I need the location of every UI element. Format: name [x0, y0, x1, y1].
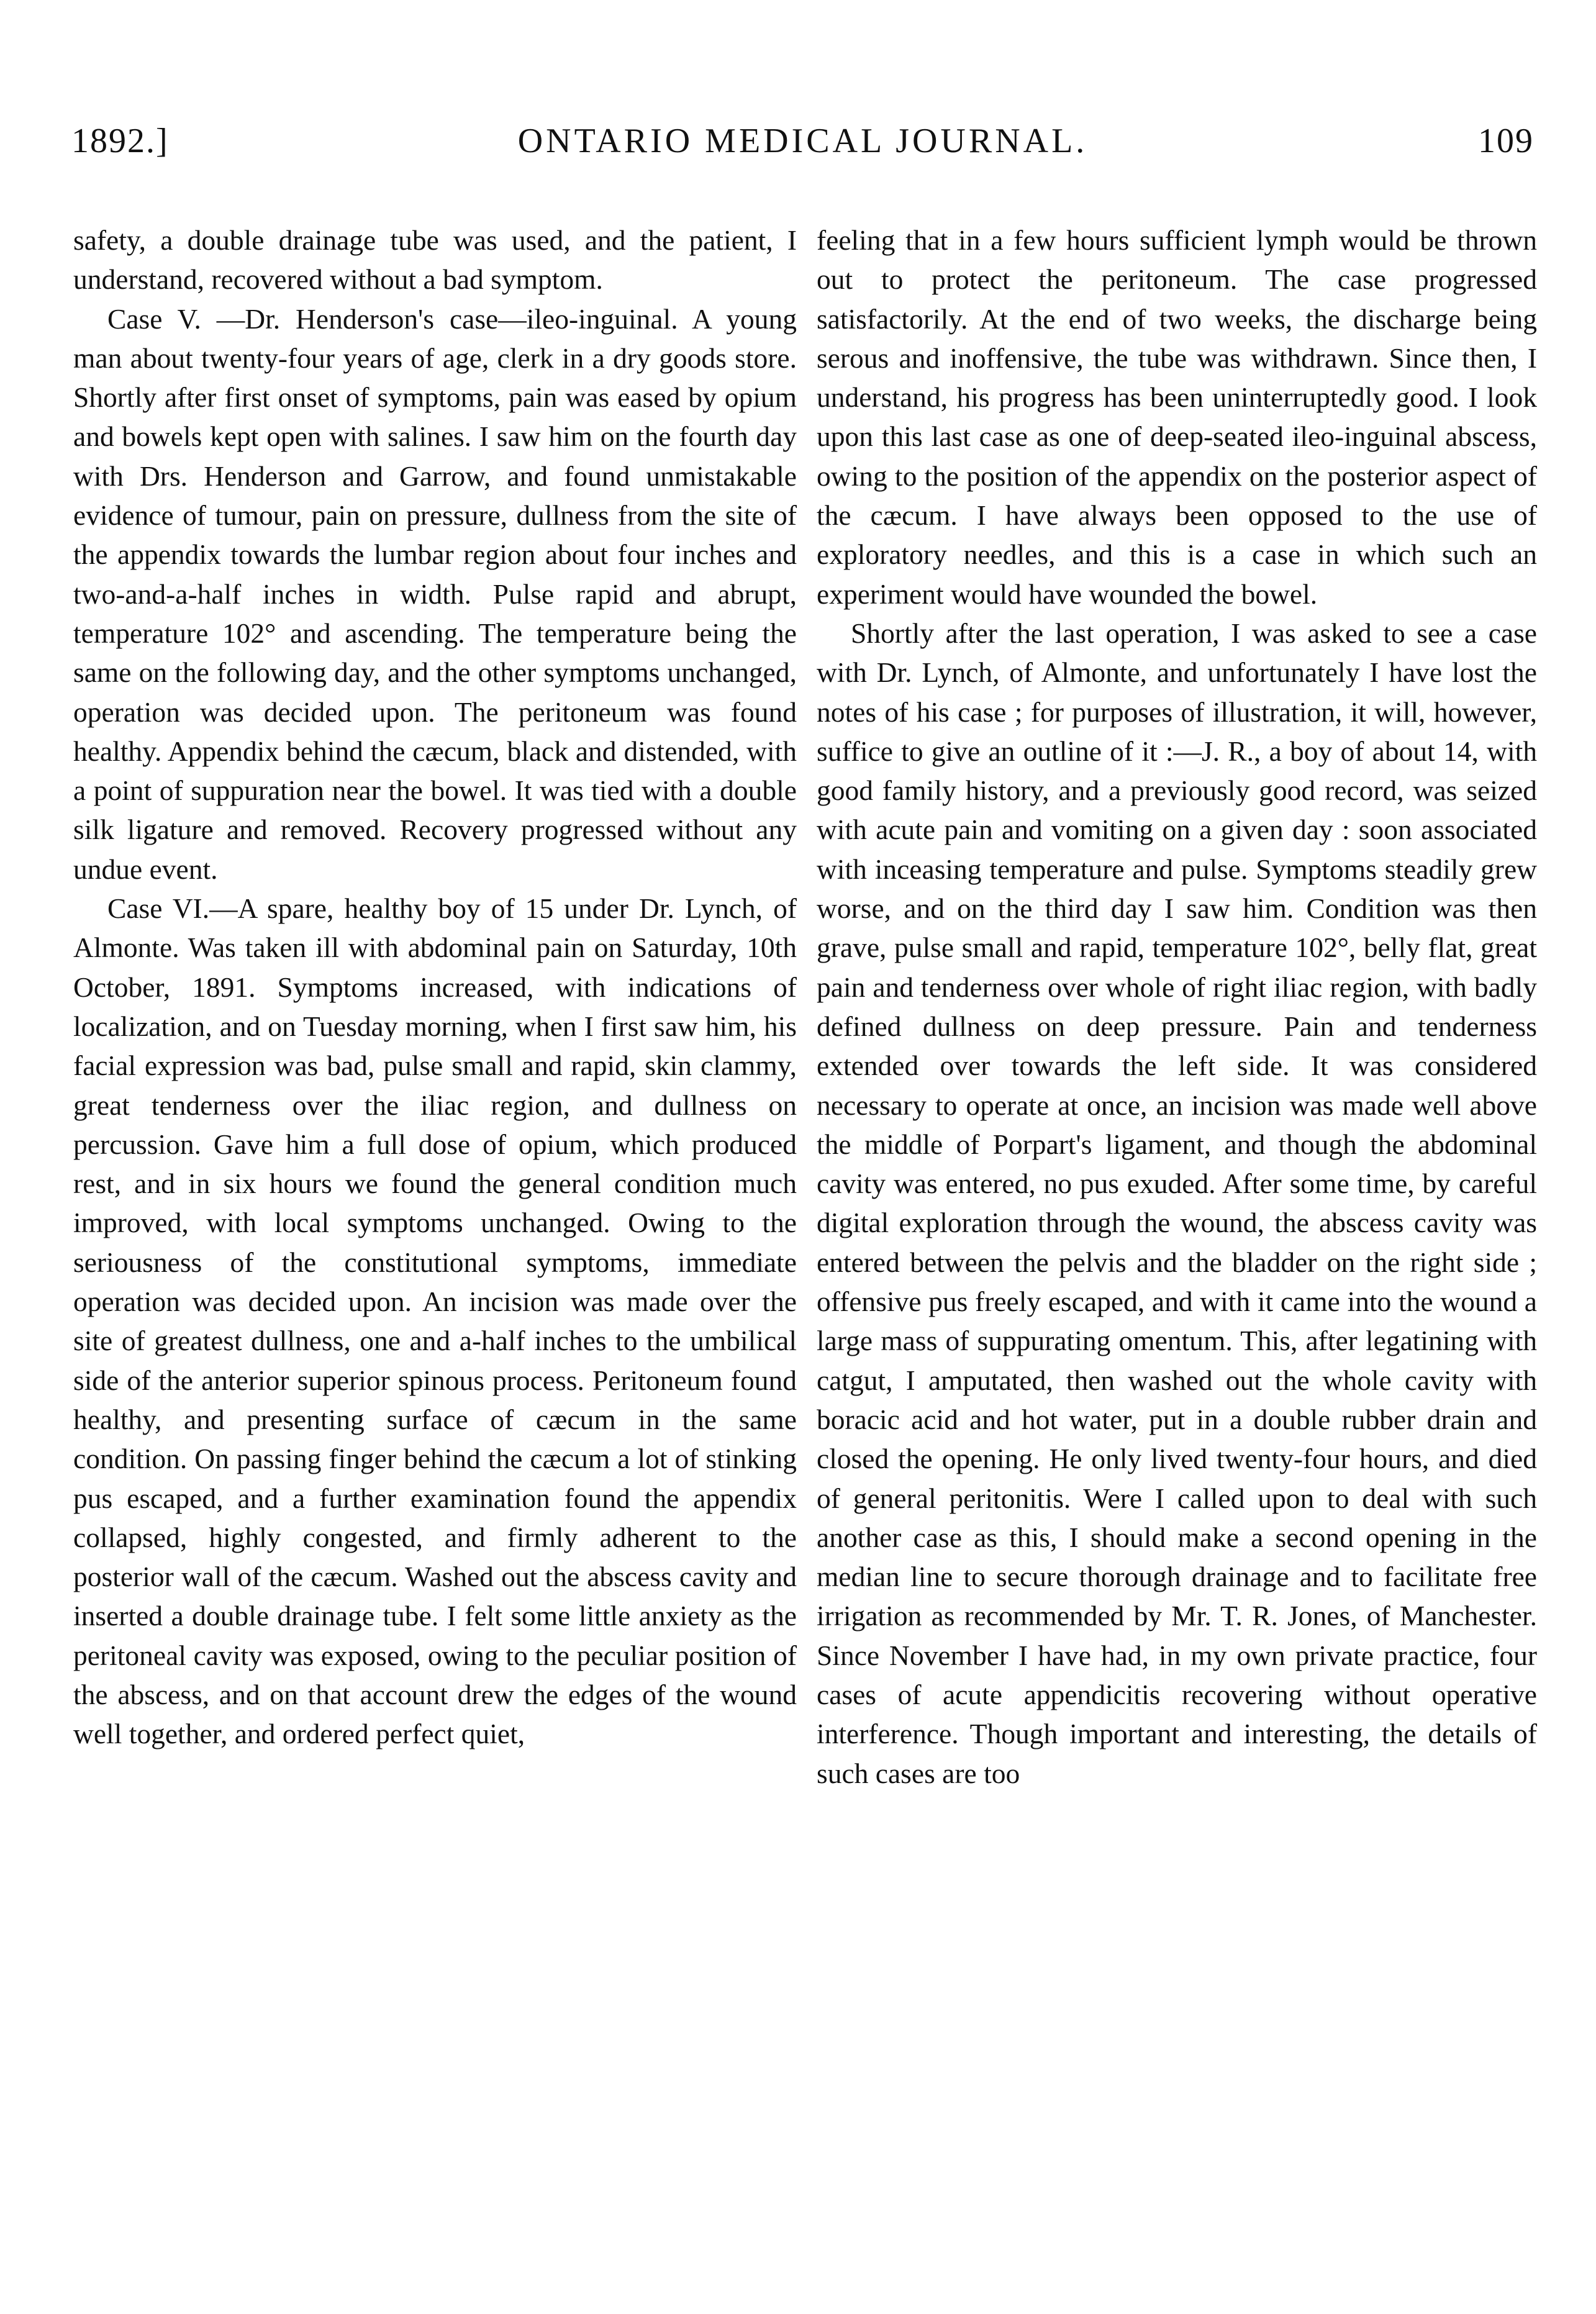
paragraph-case-vi: Case VI.—A spare, healthy boy of 15 under Dr. Lynch, of Almonte. Was taken ill with abdominal pain on Saturday, 10th October, 1891. Symptoms increased, with indications of localization, and on Tuesday morning, when I first saw him, his facial expression was bad, pulse small and rapid, skin clammy, great tenderness over the iliac region, and dullness on percussion. Gave him a full dose of opium, which produced rest, and in six hours we found the general condition much improved, with local symptoms unchanged. Owing to the seriousness of the constitutional symptoms, immediate operation was decided upon. An incision was made over the site of greatest dullness, one and a-half inches to the umbilical side of the anterior superior spinous process. Peritoneum found healthy, and presenting surface of cæcum in the same condition. On passing finger behind the cæcum a lot of stinking pus escaped, and a further examination found the appendix collapsed, highly congested, and firmly adherent to the posterior wall of the cæcum. Washed out the abscess cavity and inserted a double drainage tube. I felt some little anxiety as the peritoneal cavity was exposed, owing to the peculiar position of the abscess, and on that account drew the edges of the wound well together, and ordered perfect quiet,: [73, 892, 797, 1750]
right-column: [817, 220, 1537, 1793]
paragraph-case-vi-continued: feeling that in a few hours sufficient lymph would be thrown out to protect the peritoneum. The case progressed satisfactorily. At the end of two weeks, the discharge being serous and inoffensive, the tube was withdrawn. Since then, I understand, his progress has been uninterruptedly good. I look upon this last case as one of deep-seated ileo-inguinal abscess, owing to the position of the appendix on the posterior aspect of the cæcum. I have always been opposed to the use of exploratory needles, and this is a case in which such an experiment would have wounded the bowel.: [817, 224, 1537, 610]
paragraph-lynch-case: Shortly after the last operation, I was asked to see a case with Dr. Lynch, of Almonte, and unfortunately I have lost the notes of his case ; for purposes of illustration, it will, however, suffice to give an outline of it :—J. R., a boy of about 14, with good family history, and a previously good record, was seized with acute pain and vomiting on a given day : soon associated with inceasing temperature and pulse. Symptoms steadily grew worse, and on the third day I saw him. Condition was then grave, pulse small and rapid, temperature 102°, belly flat, great pain and tenderness over whole of right iliac region, with badly defined dullness on deep pressure. Pain and tenderness extended over towards the left side. It was considered necessary to operate at once, an incision was made well above the middle of Porpart's ligament, and though the abdominal cavity was entered, no pus exuded. After some time, by careful digital exploration through the wound, the abscess cavity was entered between the pelvis and the bladder on the right side ; offensive pus freely escaped, and with it came into the wound a large mass of suppurating omentum. This, after legatining with catgut, I amputated, then washed out the whole cavity with boracic acid and hot water, put in a double rubber drain and closed the opening. He only lived twenty-four hours, and died of general peritonitis. Were I called upon to deal with such another case as this, I should make a second opening in the median line to secure thorough drainage and to facilitate free irrigation as recommended by Mr. T. R. Jones, of Manchester. Since November I have had, in my own private practice, four cases of acute appendicitis recovering without operative interference. Though important and interesting, the details of such cases are too: [817, 617, 1537, 1789]
page-number: 109: [1478, 122, 1534, 160]
journal-title: ONTARIO MEDICAL JOURNAL.: [517, 122, 1088, 160]
paragraph-case-v: Case V. —Dr. Henderson's case—ileo-inguinal. A young man about twenty-four years of age, clerk in a dry goods store. Shortly after first onset of symptoms, pain was eased by opium and bowels kept open with salines. I saw him on the fourth day with Drs. Henderson and Garrow, and found unmistakable evidence of tumour, pain on pressure, dullness from the site of the appendix towards the lumbar region about four inches and two-and-a-half inches in width. Pulse rapid and abrupt, temperature 102° and ascending. The temperature being the same on the following day, and the other symptoms unchanged, operation was decided upon. The peritoneum was found healthy. Appendix behind the cæcum, black and distended, with a point of suppuration near the bowel. It was tied with a double silk ligature and removed. Recovery progressed without any undue event.: [73, 302, 797, 885]
paragraph-continuation: safety, a double drainage tube was used, and the patient, I understand, recovered without a bad symptom.: [73, 224, 797, 296]
header-year: 1892.]: [71, 122, 169, 160]
running-header: [71, 121, 1534, 177]
left-column: [73, 220, 797, 1754]
